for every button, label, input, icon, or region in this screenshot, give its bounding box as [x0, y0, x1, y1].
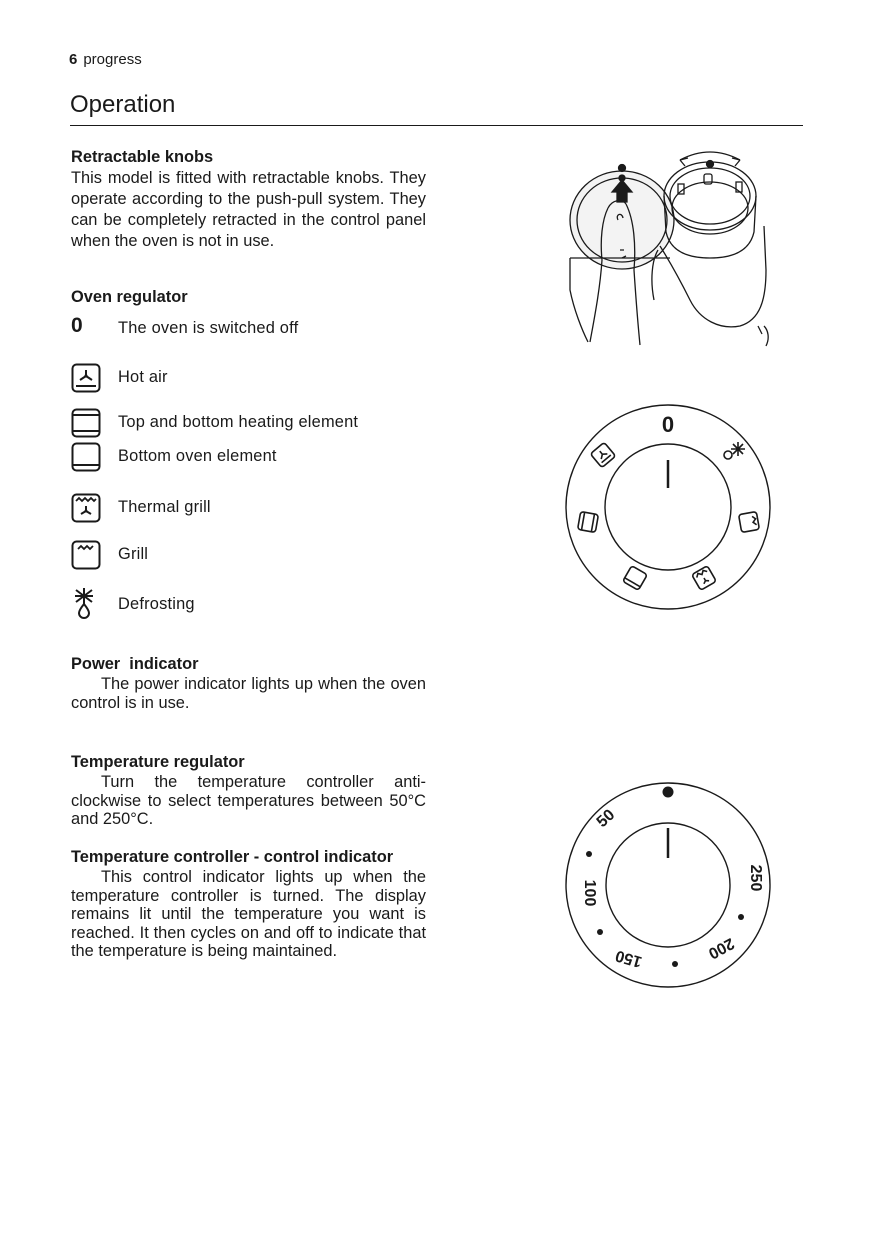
- grill-icon: [71, 540, 101, 570]
- mode-label: Thermal grill: [118, 498, 211, 516]
- temp-mark-150: 150: [613, 946, 644, 971]
- power-indicator-body: The power indicator lights up when the oven control is in use.: [71, 675, 426, 712]
- bottom-heat-icon: [71, 442, 101, 472]
- oven-regulator-heading-wrap: [71, 287, 426, 308]
- brand-name: progress: [83, 51, 142, 68]
- dial-grill-icon: [739, 512, 760, 533]
- off-dot: [663, 787, 674, 798]
- temperature-indicator-heading: Temperature controller - control indicator: [71, 848, 394, 866]
- mode-label: Grill: [118, 545, 149, 563]
- section-title: Operation: [70, 91, 176, 118]
- temperature-indicator-section: [71, 847, 426, 961]
- off-symbol: 0: [71, 314, 83, 337]
- temperature-regulator-body: Turn the temperature controller anti-clockwise to select temperatures between 50°C and 250°C.: [71, 773, 426, 828]
- temp-mark-200: 200: [705, 934, 737, 962]
- power-indicator-section: [71, 654, 426, 712]
- mode-label: Top and bottom heating element: [118, 413, 359, 431]
- function-selector-dial: [563, 402, 773, 612]
- temperature-regulator-heading: Temperature regulator: [71, 753, 245, 771]
- temp-mark-250: 250: [747, 864, 764, 892]
- mode-label: The oven is switched off: [118, 319, 299, 337]
- mode-label: Defrosting: [118, 595, 195, 613]
- temp-mark-100: 100: [581, 879, 598, 907]
- dial-off-mark: 0: [661, 412, 675, 437]
- dial-top-bottom-icon: [578, 512, 599, 533]
- dial-thermal-grill-icon: [692, 566, 717, 591]
- page-number: 6: [69, 51, 78, 68]
- defrost-icon: [71, 586, 101, 620]
- hot-air-icon: [71, 363, 101, 393]
- dial-bottom-icon: [623, 566, 648, 591]
- dial-hot-air-icon: [590, 442, 615, 467]
- temp-mark-50: 50: [593, 806, 619, 831]
- temperature-regulator-section: [71, 752, 426, 829]
- dial-defrost-icon: [724, 442, 745, 459]
- mode-label: Bottom oven element: [118, 447, 277, 465]
- page-header: [69, 51, 142, 68]
- oven-regulator-heading: Oven regulator: [71, 288, 188, 306]
- retractable-section: [71, 147, 426, 252]
- top-bottom-heat-icon: [71, 408, 101, 438]
- temperature-dial: [563, 780, 773, 990]
- retractable-knob-illustration: [560, 150, 785, 350]
- power-indicator-heading: Power indicator: [71, 655, 199, 673]
- temperature-indicator-body: This control indicator lights up when the temperature controller is turned. The display remains lit until the temperature you want is reached. It then cycles on and off to indicate that the temperature is being maintained.: [71, 868, 426, 960]
- thermal-grill-icon: [71, 493, 101, 523]
- mode-label: Hot air: [118, 368, 168, 386]
- retractable-body: This model is fitted with retractable knobs. They operate according to the push-pull system. They can be completely retracted in the control panel when the oven is not in use.: [71, 169, 426, 250]
- title-rule: [70, 125, 803, 126]
- retractable-heading: Retractable knobs: [71, 148, 214, 166]
